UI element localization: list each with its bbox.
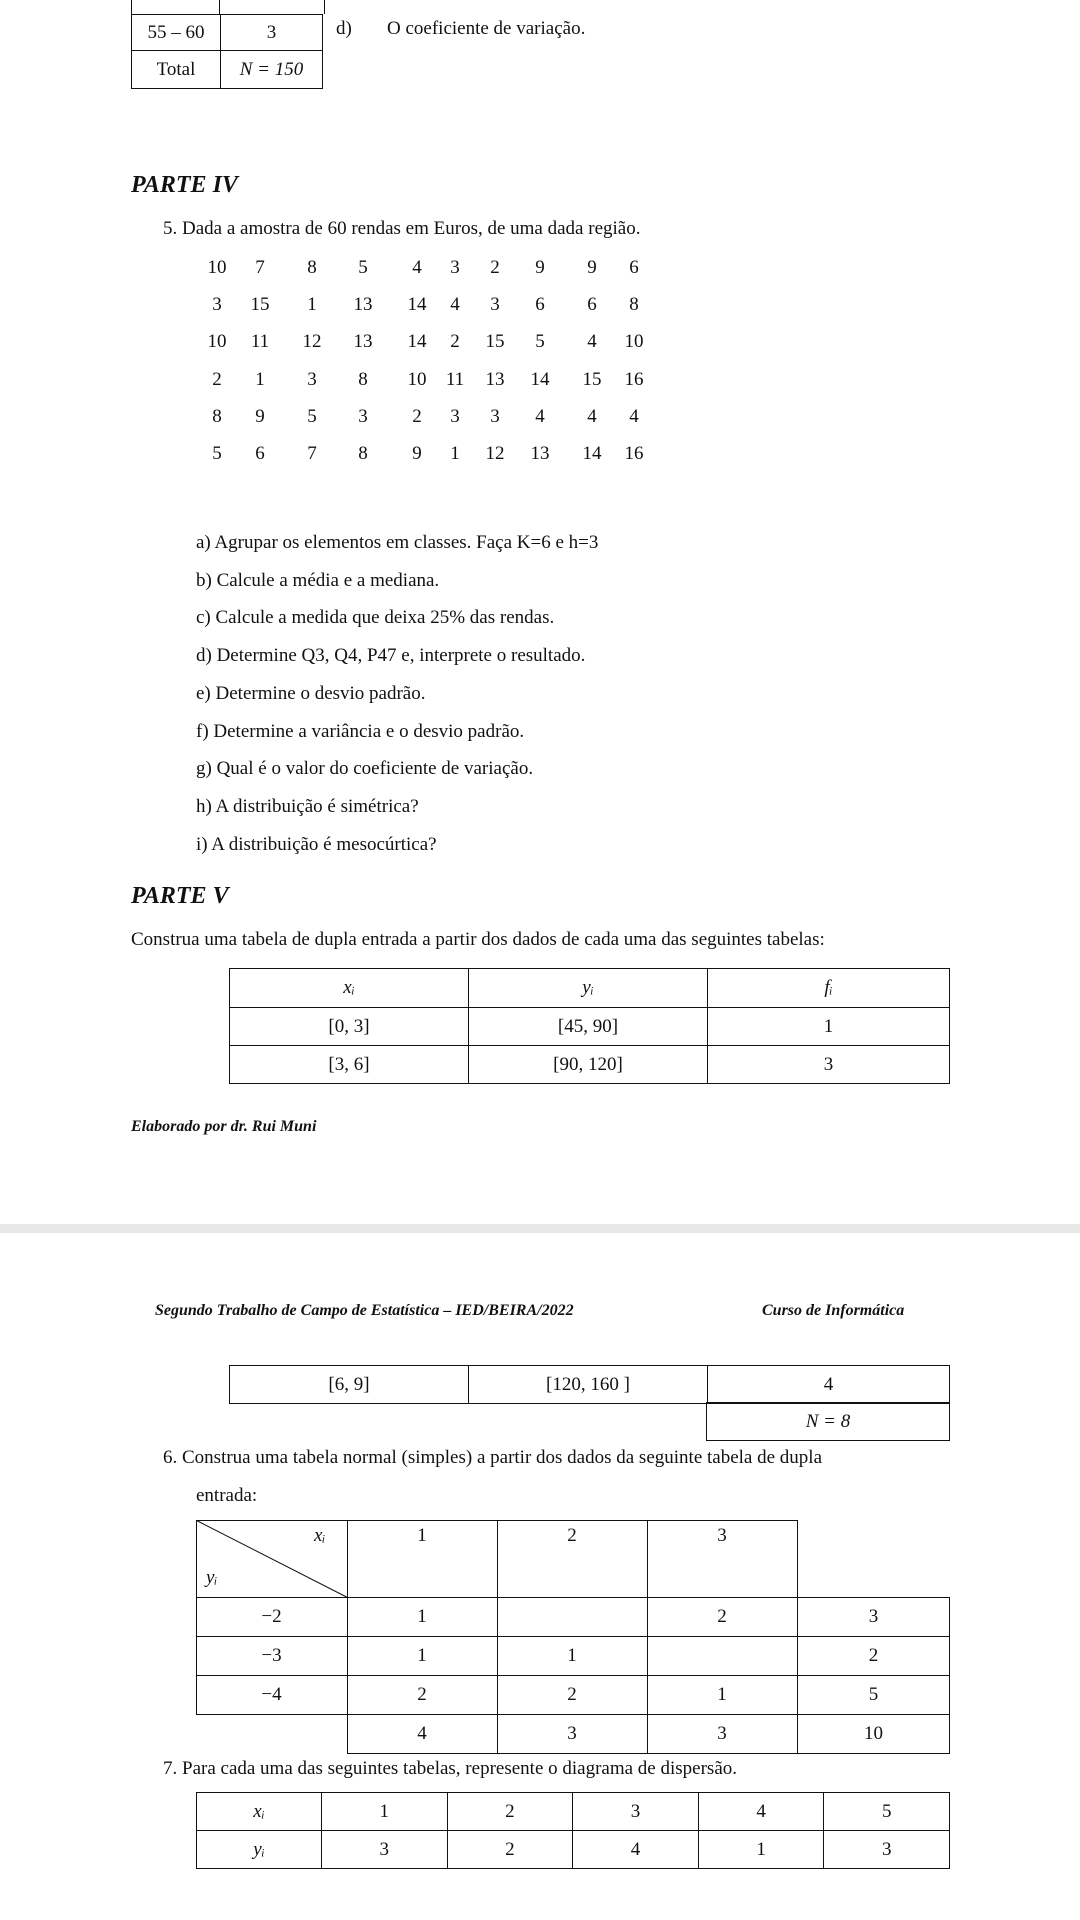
data-value: 4: [587, 405, 597, 427]
question-item: g) Qual é o valor do coeficiente de variação.: [196, 758, 534, 780]
page-header-left: Segundo Trabalho de Campo de Estatística – IED/BEIRA/2022: [155, 1302, 574, 1319]
data-value: 16: [624, 368, 644, 390]
table-cell: N = 150: [221, 51, 323, 89]
data-value: 8: [358, 443, 368, 464]
table-cell: −4: [261, 1684, 282, 1705]
data-value: 6: [587, 294, 597, 316]
table-cell: [45, 90]: [469, 1008, 708, 1046]
table-cell: 1: [417, 1606, 427, 1627]
page-separator: [0, 1224, 1080, 1233]
column-header: 2: [567, 1525, 577, 1546]
table-cell: Total: [132, 51, 221, 89]
data-value: 4: [450, 294, 460, 316]
data-value: 1: [255, 368, 265, 390]
data-value: 5: [535, 331, 545, 353]
page-header-right: Curso de Informática: [762, 1302, 905, 1319]
data-value: 12: [302, 331, 322, 353]
data-value: 7: [307, 443, 317, 464]
data-value: 14: [530, 368, 550, 390]
data-value: 4: [535, 405, 545, 427]
table-cell: [0, 3]: [230, 1008, 469, 1046]
table-cell: 3: [573, 1793, 699, 1831]
data-value: 2: [490, 257, 500, 278]
table-cell: 3: [221, 15, 323, 51]
question-item: b) Calcule a média e a mediana.: [196, 569, 440, 591]
data-value: 14: [582, 443, 602, 464]
table-cell: 4: [708, 1366, 950, 1404]
data-value: 3: [490, 294, 500, 316]
table-header-cell: xᵢ: [230, 969, 469, 1008]
y-label: yᵢ: [197, 1831, 322, 1869]
question-6-cont: entrada:: [196, 1485, 258, 1506]
data-value: 4: [412, 257, 422, 278]
item-text: O coeficiente de variação.: [387, 18, 586, 39]
table-cell: 5: [824, 1793, 950, 1831]
class-table-continued: [229, 1365, 950, 1404]
data-value: 15: [250, 294, 270, 316]
section-intro: Construa uma tabela de dupla entrada a partir dos dados de cada uma das seguintes tabelas:: [131, 929, 825, 950]
question-item: d) Determine Q3, Q4, P47 e, interprete o resultado.: [196, 645, 586, 667]
table-cell: 3: [824, 1831, 950, 1869]
data-value: 2: [412, 405, 422, 427]
data-value: 8: [629, 294, 639, 316]
table-cell: 1: [417, 1645, 427, 1666]
question-item: h) A distribuição é simétrica?: [196, 795, 419, 817]
table-cell: 1: [322, 1793, 448, 1831]
total-cell: 3: [717, 1723, 727, 1744]
data-value: 10: [207, 331, 227, 353]
x-label: xᵢ: [197, 1793, 322, 1831]
double-entry-table: [196, 1520, 950, 1754]
table-cell: 1: [708, 1008, 950, 1046]
data-value: 10: [207, 257, 227, 278]
class-table: [229, 968, 950, 1084]
table-cell: 1: [698, 1831, 824, 1869]
data-value: 1: [307, 294, 317, 316]
table-cell: 2: [447, 1793, 573, 1831]
table-cell: 3: [868, 1606, 879, 1627]
table-cell: 1: [567, 1645, 577, 1666]
data-value: 5: [212, 443, 222, 464]
table-cell: 2: [447, 1831, 573, 1869]
table-cell: 2: [868, 1645, 879, 1666]
table-cell: −2: [261, 1606, 282, 1627]
data-value: 6: [255, 443, 265, 464]
data-value: 11: [250, 331, 270, 353]
data-value: 2: [450, 331, 460, 353]
table-cell: −3: [261, 1645, 282, 1666]
data-value: 3: [307, 368, 317, 390]
data-value: 3: [450, 257, 460, 278]
question-5: 5. Dada a amostra de 60 rendas em Euros, de uma dada região.: [163, 218, 641, 239]
data-value: 9: [587, 257, 597, 278]
data-value: 3: [450, 405, 460, 427]
data-value: 13: [485, 368, 505, 390]
data-value: 5: [358, 257, 368, 278]
column-header: 3: [717, 1525, 727, 1546]
data-value: 8: [212, 405, 222, 427]
data-value: 10: [407, 368, 427, 390]
table-cell: [90, 120]: [469, 1046, 708, 1084]
table-cell: 55 – 60: [132, 15, 221, 51]
section-title: PARTE V: [131, 883, 229, 909]
total-cell: 4: [417, 1723, 427, 1744]
data-value: 6: [629, 257, 639, 278]
data-value: 3: [490, 405, 500, 427]
question-item: e) Determine o desvio padrão.: [196, 682, 426, 704]
table-cell: [3, 6]: [230, 1046, 469, 1084]
data-value: 13: [353, 294, 373, 316]
data-value: 3: [358, 405, 368, 427]
table-cell: 4: [698, 1793, 824, 1831]
data-value: 3: [212, 294, 222, 316]
data-value: 4: [587, 331, 597, 353]
data-value: 8: [358, 368, 368, 390]
table-cell: [120, 160 ]: [469, 1366, 708, 1404]
table-cell: 2: [717, 1606, 727, 1627]
data-value: 14: [407, 294, 427, 316]
table-header-cell: yᵢ: [469, 969, 708, 1008]
question-item: f) Determine a variância e o desvio padrão.: [196, 720, 525, 742]
data-value: 15: [582, 368, 602, 390]
question-item: a) Agrupar os elementos em classes. Faça K=6 e h=3: [196, 532, 599, 553]
data-value: 7: [255, 257, 265, 278]
table-cell: 2: [417, 1684, 427, 1705]
data-value: 10: [624, 331, 644, 353]
table-cell: 5: [868, 1684, 879, 1705]
data-value: 2: [212, 368, 222, 390]
table-cell: 3: [708, 1046, 950, 1084]
data-value: 9: [255, 405, 265, 427]
total-cell: N = 8: [707, 1403, 950, 1441]
question-6: 6. Construa uma tabela normal (simples) a partir dos dados da seguinte tabela de dupla: [163, 1447, 823, 1468]
data-value: 11: [445, 368, 465, 390]
section-title: PARTE IV: [131, 172, 238, 198]
data-value: 8: [307, 257, 317, 278]
data-value: 5: [307, 405, 317, 427]
data-value: 4: [629, 405, 639, 427]
data-value: 12: [485, 443, 505, 464]
data-value: 13: [353, 331, 373, 353]
column-header: 1: [417, 1525, 427, 1546]
question-item: i) A distribuição é mesocúrtica?: [196, 833, 437, 855]
y-label: yᵢ: [206, 1567, 218, 1588]
question-item: c) Calcule a medida que deixa 25% das rendas.: [196, 607, 555, 629]
scatter-data-table: [196, 1792, 950, 1869]
total-cell: 10: [864, 1723, 883, 1744]
data-value: 13: [530, 443, 550, 464]
footer-author: Elaborado por dr. Rui Muni: [131, 1118, 317, 1135]
data-value: 15: [485, 331, 505, 353]
question-7: 7. Para cada uma das seguintes tabelas, represente o diagrama de dispersão.: [163, 1758, 737, 1779]
data-value: 9: [412, 443, 422, 464]
data-value: 9: [535, 257, 545, 278]
table-cell: 4: [573, 1831, 699, 1869]
total-cell: 3: [567, 1723, 577, 1744]
data-value: 16: [624, 443, 644, 464]
x-label: xᵢ: [314, 1525, 326, 1546]
data-value: 1: [450, 443, 460, 464]
data-value: 14: [407, 331, 427, 353]
table-cell: 2: [567, 1684, 577, 1705]
data-value: 6: [535, 294, 545, 316]
item-letter: d): [336, 18, 352, 39]
top-table: [131, 14, 323, 89]
table-cell: 1: [717, 1684, 727, 1705]
table-header-cell: fᵢ: [708, 969, 950, 1008]
total-cell-table: [706, 1402, 950, 1441]
table-cell: [6, 9]: [230, 1366, 469, 1404]
table-cell: 3: [322, 1831, 448, 1869]
table-lines: [196, 1520, 950, 1754]
